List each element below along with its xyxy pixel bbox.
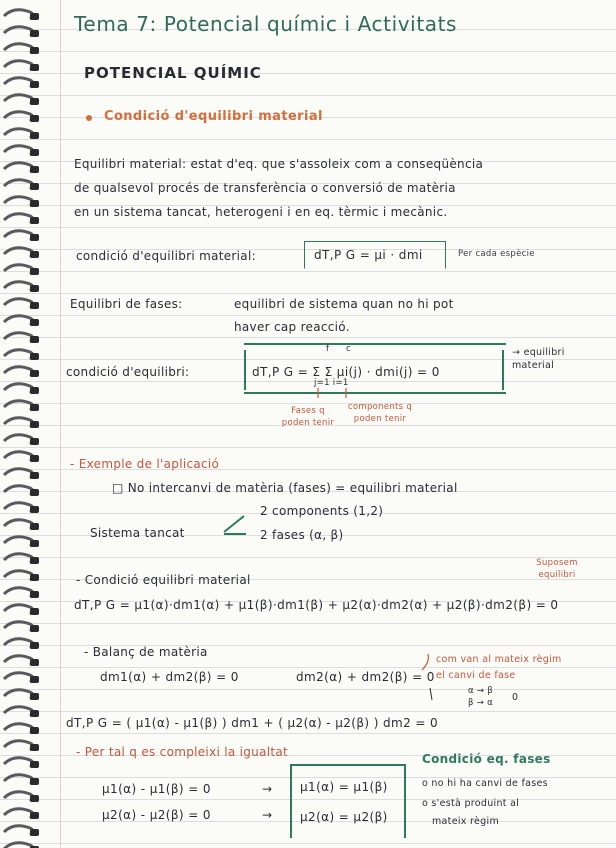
note-no-phase-change: o no hi ha canvi de fases — [422, 778, 548, 789]
example-bullet: □ No intercanvi de matèria (fases) = equilibri material — [112, 481, 458, 495]
arrow-1: → — [262, 782, 273, 796]
definition-line-2: de qualsevol procés de transferència o conversió de matèria — [74, 181, 456, 195]
result-equation: dT,P G = ( μ1(α) - μ1(β) ) dm1 + ( μ2(α) - μ2(β) ) dm2 = 0 — [66, 716, 439, 730]
section-heading: POTENCIAL QUÍMIC — [84, 64, 262, 82]
sum-bottom: j=1 i=1 — [314, 378, 349, 388]
definition-line-1: Equilibri material: estat d'eq. que s'assoleix com a conseqüència — [74, 157, 484, 171]
phases-label: 2 fases (α, β) — [260, 528, 344, 542]
arrow-2: → — [262, 808, 273, 822]
balance-title: - Balanç de matèria — [84, 645, 208, 659]
result-box-eq-2: μ2(α) = μ2(β) — [300, 810, 388, 824]
balance-equation-1: dm1(α) + dm2(β) = 0 — [100, 670, 239, 684]
sum-top-c: c — [346, 344, 351, 354]
condition-label: condició d'equilibri material: — [76, 249, 256, 263]
balance-note-5: 0 — [512, 692, 519, 703]
sum-top-f: f — [326, 344, 330, 354]
result-box-eq-1: μ1(α) = μ1(β) — [300, 780, 388, 794]
note-same-regime: mateix règim — [432, 816, 499, 827]
page-title: Tema 7: Potencial químic i Activitats — [74, 12, 458, 36]
phase-condition-label: Condició eq. fases — [422, 752, 551, 766]
phase-eq-def-2: haver cap reacció. — [234, 320, 350, 334]
example-title: - Exemple de l'aplicació — [70, 457, 220, 471]
balance-note-4: β → α — [468, 698, 494, 708]
balance-note-2: el canvi de fase — [436, 670, 516, 681]
phase-eq-equation: dT,P G = Σ Σ μi(j) · dmi(j) = 0 — [252, 365, 440, 379]
closed-system-label: Sistema tancat — [90, 526, 185, 540]
note-producing: o s'està produint al — [422, 798, 520, 809]
phase-eq-def-1: equilibri de sistema quan no hi pot — [234, 297, 454, 311]
components-note: components q poden tenir — [347, 402, 413, 424]
equilibrium-condition-label: condició d'equilibri: — [66, 365, 190, 379]
suposem-note: Suposem equilibri — [536, 558, 578, 580]
components-label: 2 components (1,2) — [260, 504, 384, 518]
mu-diff-equation-2: μ2(α) - μ2(β) = 0 — [102, 808, 211, 822]
condition-note: Per cada espècie — [458, 249, 535, 259]
balance-note-3: α → β — [468, 686, 494, 696]
condition-equation: dT,P G = μi · dmi — [314, 248, 423, 262]
balance-note-1: com van al mateix règim — [436, 654, 562, 665]
section1-title: Condició d'equilibri material — [104, 109, 323, 124]
example-condition-title: - Condició equilibri material — [76, 573, 251, 587]
balance-equation-2: dm2(α) + dm2(β) = 0 — [296, 670, 435, 684]
mu-diff-equation-1: μ1(α) - μ1(β) = 0 — [102, 782, 211, 796]
example-condition-equation: dT,P G = μ1(α)·dm1(α) + μ1(β)·dm1(β) + μ2(α)·dm2(α) + μ2(β)·dm2(β) = 0 — [74, 598, 559, 612]
equilibri-note: → equilibri material — [512, 347, 565, 371]
definition-line-3: en un sistema tancat, heterogeni i en eq. tèrmic i mecànic. — [74, 205, 448, 219]
equality-line: - Per tal q es compleixi la igualtat — [76, 745, 289, 759]
fases-note: Fases q poden tenir — [281, 406, 335, 428]
phase-eq-label: Equilibri de fases: — [70, 297, 183, 311]
